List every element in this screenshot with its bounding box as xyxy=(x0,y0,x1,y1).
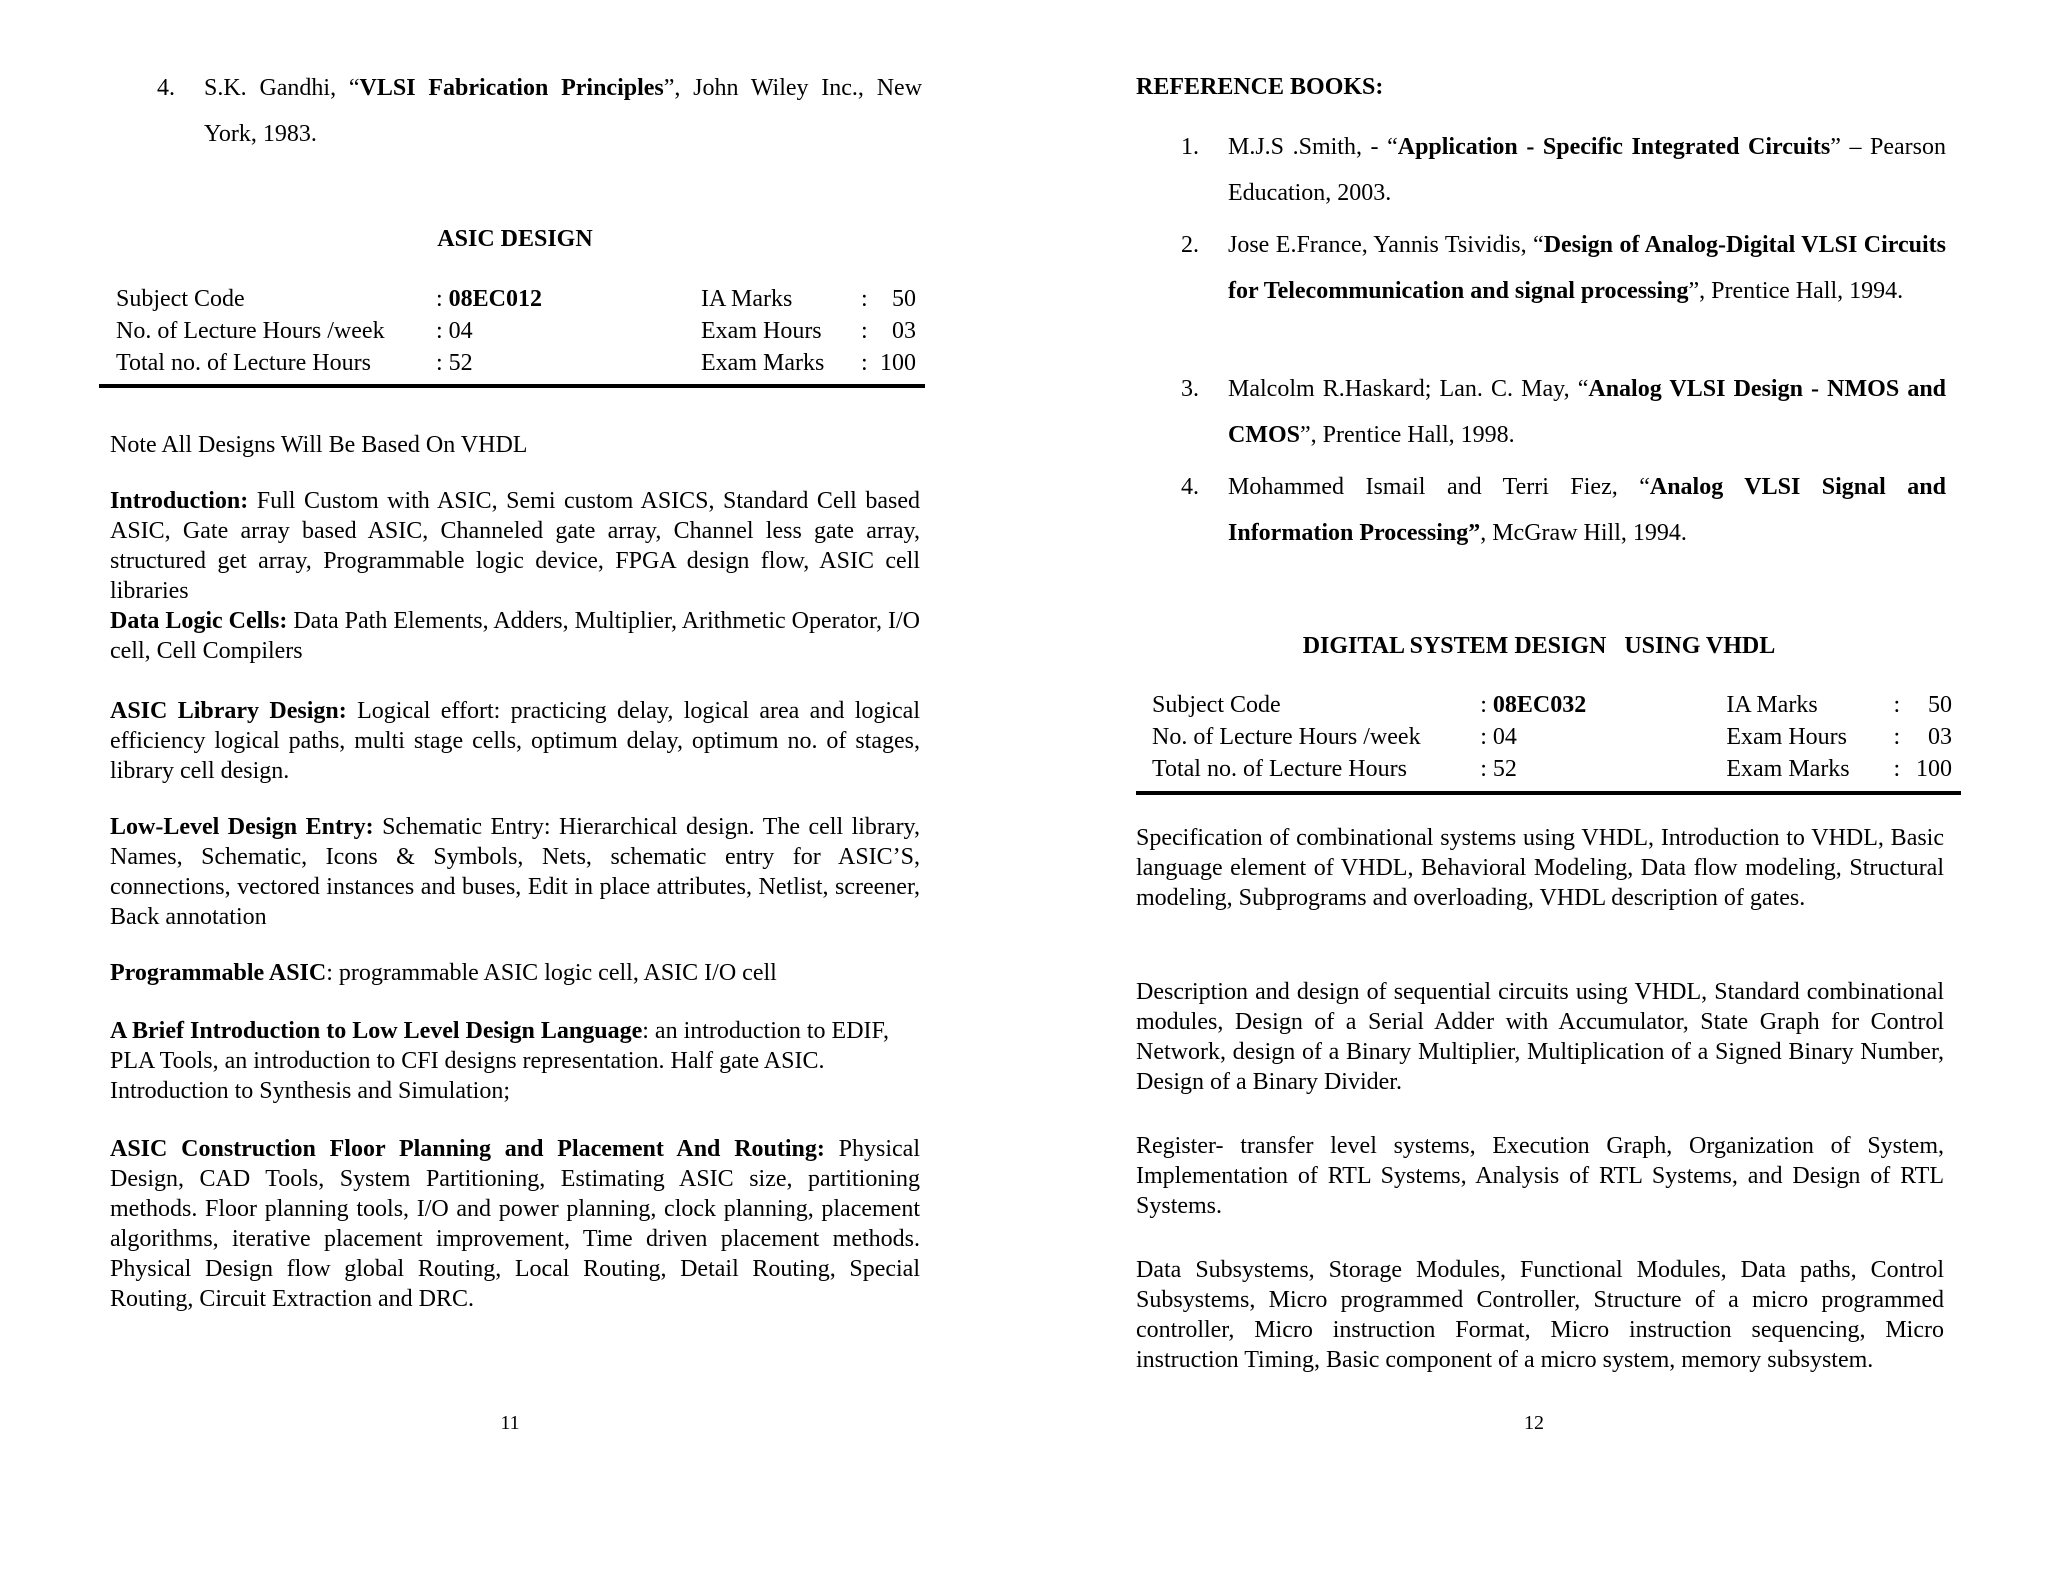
table-row: Subject Code : 08EC032 IA Marks : 50 xyxy=(1152,692,1952,718)
table-row: Total no. of Lecture Hours : 52 Exam Marks : 100 xyxy=(1152,756,1952,782)
course-title: ASIC DESIGN xyxy=(437,226,593,252)
section-label: A Brief Introduction to Low Level Design Language xyxy=(110,1018,643,1044)
right-page xyxy=(1024,0,2048,1582)
section-label: Data Logic Cells: xyxy=(110,608,288,634)
reference-number: 4. xyxy=(157,75,175,101)
table-row: Total no. of Lecture Hours : 52 Exam Marks : 100 xyxy=(116,350,916,376)
introduction-section: Introduction: Full Custom with ASIC, Semi custom ASICS, Standard Cell based ASIC, Gate array based ASIC, Channeled gate array, Channel less gate array, structured get array, Programmable logic device, FPGA design flow, ASIC cell libraries Data Logic Cells: Data Path Elements, Adders, Multiplier, Arithmetic Operator, I/O cell, Cell Compilers xyxy=(110,488,920,664)
page-number: 11 xyxy=(500,1412,520,1434)
table-row: No. of Lecture Hours /week : 04 Exam Hours : 03 xyxy=(116,318,916,344)
reference-books-heading: REFERENCE BOOKS: xyxy=(1136,74,1384,100)
reference-item-1: 1. M.J.S .Smith, - “Application - Specific Integrated Circuits” – Pearson Education, 2003. xyxy=(1181,134,1946,206)
divider xyxy=(99,384,925,388)
note-text: Note All Designs Will Be Based On VHDL xyxy=(110,432,528,458)
section-label: Introduction: xyxy=(110,488,249,514)
syllabus-paragraph-3: Register- transfer level systems, Execution Graph, Organization of System, Implementation of RTL Systems, Analysis of RTL Systems, and Design of RTL Systems. xyxy=(1136,1133,1944,1219)
construction-section: ASIC Construction Floor Planning and Placement And Routing: Physical Design, CAD Tools, System Partitioning, Estimating ASIC size, partitioning methods. Floor planning tools, I/O and power planning, clock planning, placement algorithms, iterative placement improvement, Time driven placement methods. Physical Design flow global Routing, Local Routing, Detail Routing, Special Routing, Circuit Extraction and DRC. xyxy=(110,1136,920,1312)
low-level-design-section: Low-Level Design Entry: Schematic Entry: Hierarchical design. The cell library, Names, Schematic, Icons & Symbols, Nets, schematic entry for ASIC’S, connections, vectored instances and buses, Edit in place attributes, Netlist, screener, Back annotation xyxy=(110,814,920,930)
brief-introduction-section: A Brief Introduction to Low Level Design Language: an introduction to EDIF, PLA Tools, an introduction to CFI designs representation. Half gate ASIC. Introduction to Synthesis and Simulation; xyxy=(110,1018,889,1104)
library-design-section: ASIC Library Design: Logical effort: practicing delay, logical area and logical efficiency logical paths, multi stage cells, optimum delay, optimum no. of stages, library cell design. xyxy=(110,698,921,784)
reference-title: Analog VLSI Signal and Information Processing” xyxy=(1228,474,1946,546)
reference-item-2: 2. Jose E.France, Yannis Tsividis, “Design of Analog-Digital VLSI Circuits for Telecommunication and signal processing”, Prentice Hall, 1994. xyxy=(1181,232,1946,304)
reference-item-4 xyxy=(157,65,922,157)
reference-item-4: 4. Mohammed Ismail and Terri Fiez, “Analog VLSI Signal and Information Processing”, McGraw Hill, 1994. xyxy=(1181,474,1946,546)
syllabus-paragraph-1: Specification of combinational systems using VHDL, Introduction to VHDL, Basic language element of VHDL, Behavioral Modeling, Data flow modeling, Structural modeling, Subprograms and overloading, VHDL description of gates. xyxy=(1136,825,1944,911)
divider xyxy=(1136,791,1961,795)
section-label: Programmable ASIC xyxy=(110,960,327,986)
programmable-asic-section: Programmable ASIC: programmable ASIC logic cell, ASIC I/O cell xyxy=(110,960,777,986)
course-details-table xyxy=(116,283,916,379)
syllabus-paragraph-4: Data Subsystems, Storage Modules, Functional Modules, Data paths, Control Subsystems, Micro programmed Controller, Structure of a micro programmed controller, Micro instruction Format, Micro instruction sequencing, Micro instruction Timing, Basic component of a micro system, memory subsystem. xyxy=(1136,1257,1944,1373)
reference-title: Analog VLSI Design - NMOS and CMOS xyxy=(1228,376,1947,448)
section-label: Low-Level Design Entry: xyxy=(110,814,374,840)
table-row: No. of Lecture Hours /week : 04 Exam Hours : 03 xyxy=(1152,724,1952,750)
section-label: ASIC Construction Floor Planning and Placement And Routing: xyxy=(110,1136,825,1162)
reference-item-3: 3. Malcolm R.Haskard; Lan. C. May, “Analog VLSI Design - NMOS and CMOS”, Prentice Hall, 1998. xyxy=(1181,376,1947,448)
reference-title: VLSI Fabrication Principles xyxy=(359,75,664,101)
table-row: Subject Code : 08EC012 IA Marks : 50 xyxy=(116,286,916,312)
section-label: ASIC Library Design: xyxy=(110,698,347,724)
syllabus-paragraph-2: Description and design of sequential circuits using VHDL, Standard combinational modules, Design of a Serial Adder with Accumulator, State Graph for Control Network, design of a Binary Multiplier, Multiplication of a Signed Binary Number, Design of a Binary Divider. xyxy=(1136,979,1944,1095)
course-title: DIGITAL SYSTEM DESIGN USING VHDL xyxy=(1302,633,1776,659)
reference-title: Application - Specific Integrated Circuits xyxy=(1397,134,1831,160)
page-number: 12 xyxy=(1524,1412,1544,1434)
reference-text: S.K. Gandhi, “VLSI Fabrication Principles”, John Wiley Inc., New York, 1983. xyxy=(204,75,923,147)
course-details-table xyxy=(1152,689,1952,785)
reference-title: Design of Analog-Digital VLSI Circuits for Telecommunication and signal processing xyxy=(1228,232,1946,304)
